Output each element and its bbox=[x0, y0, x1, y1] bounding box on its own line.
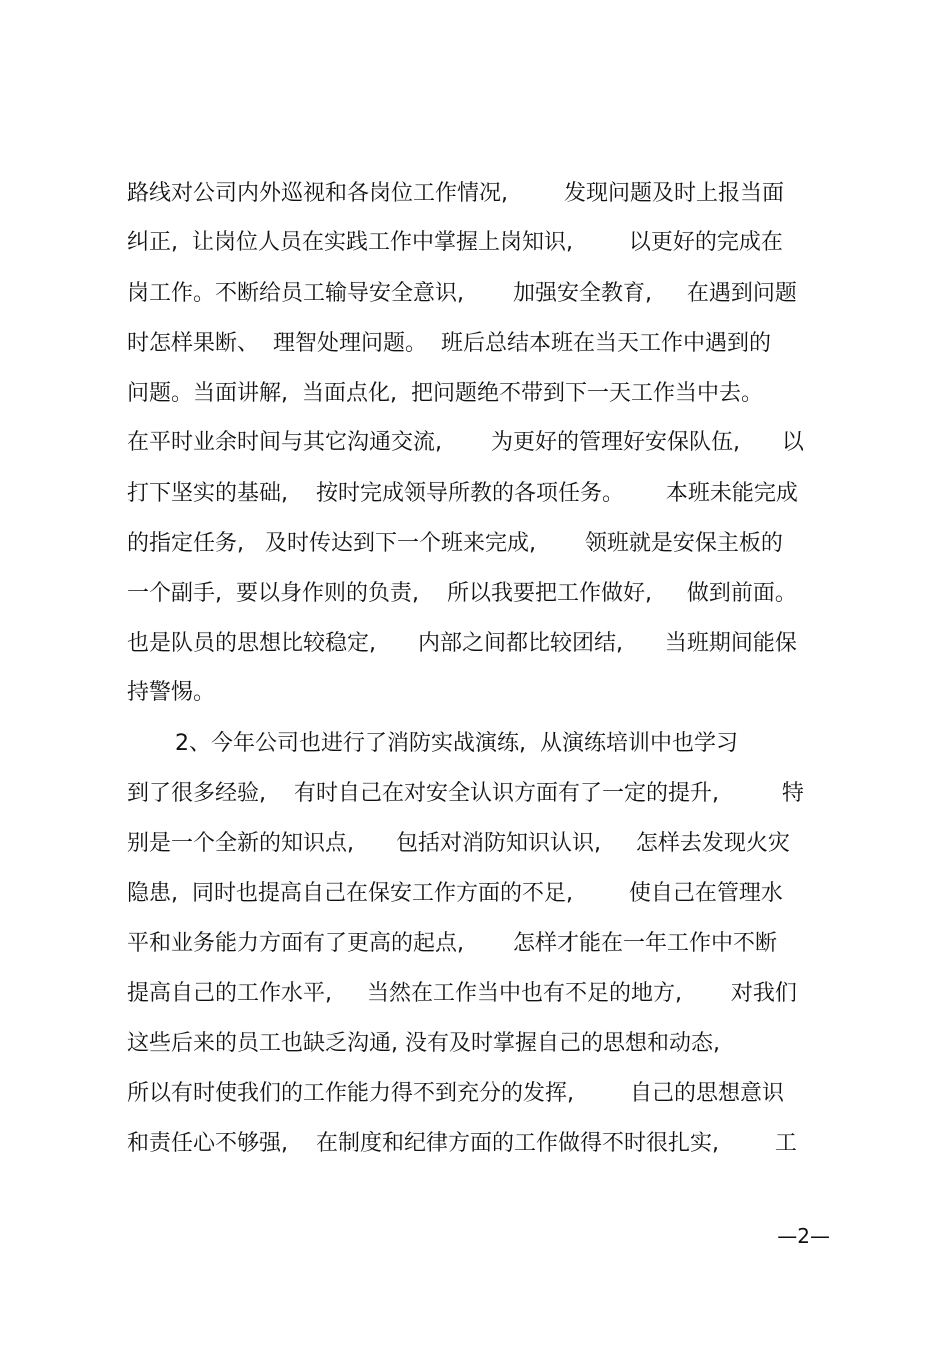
text-line: 一个副手, 要以身作则的负责, 所以我要把工作做好, 做到前面。 bbox=[127, 581, 797, 606]
text-line: 平和业务能力方面有了更高的起点, 怎样才能在一年工作中不断 bbox=[127, 931, 777, 956]
text-line: 所以有时使我们的工作能力得不到充分的发挥, 自己的思想意识 bbox=[127, 1081, 784, 1106]
page-number: —2— bbox=[777, 1224, 830, 1248]
text-line: 打下坚实的基础, 按时完成领导所教的各项任务。 本班未能完成 bbox=[127, 481, 798, 506]
text-line: 和责任心不够强, 在制度和纪律方面的工作做得不时很扎实, 工 bbox=[127, 1131, 797, 1156]
text-line: 纠正, 让岗位人员在实践工作中掌握上岗知识, 以更好的完成在 bbox=[127, 230, 783, 255]
text-line: 提高自己的工作水平, 当然在工作当中也有不足的地方, 对我们 bbox=[127, 981, 797, 1006]
text-line: 也是队员的思想比较稳定, 内部之间都比较团结, 当班期间能保 bbox=[127, 631, 797, 656]
text-line: 在平时业余时间与其它沟通交流, 为更好的管理好安保队伍, 以 bbox=[127, 430, 804, 455]
text-line: 问题。当面讲解, 当面点化, 把问题绝不带到下一天工作当中去。 bbox=[127, 381, 763, 406]
text-line: 这些后来的员工也缺乏沟通, 没有及时掌握自己的思想和动态, bbox=[127, 1031, 720, 1056]
text-line: 的指定任务, 及时传达到下一个班来完成, 领班就是安保主板的 bbox=[127, 531, 783, 556]
paragraph-start-line: 2、今年公司也进行了消防实战演练, 从演练培训中也学习 bbox=[175, 731, 738, 756]
text-line: 到了很多经验, 有时自己在对安全认识方面有了一定的提升, 特 bbox=[127, 781, 804, 806]
text-line: 持警惕。 bbox=[127, 680, 216, 705]
text-line: 时怎样果断、 理智处理问题。 班后总结本班在当天工作中遇到的 bbox=[127, 331, 771, 356]
text-line: 岗工作。不断给员工输导安全意识, 加强安全教育, 在遇到问题 bbox=[127, 281, 797, 306]
text-line: 别是一个全新的知识点, 包括对消防知识认识, 怎样去发现火灾 bbox=[127, 831, 790, 856]
text-line: 隐患, 同时也提高自己在保安工作方面的不足, 使自己在管理水 bbox=[127, 881, 783, 906]
text-line: 路线对公司内外巡视和各岗位工作情况, 发现问题及时上报当面 bbox=[127, 181, 784, 206]
